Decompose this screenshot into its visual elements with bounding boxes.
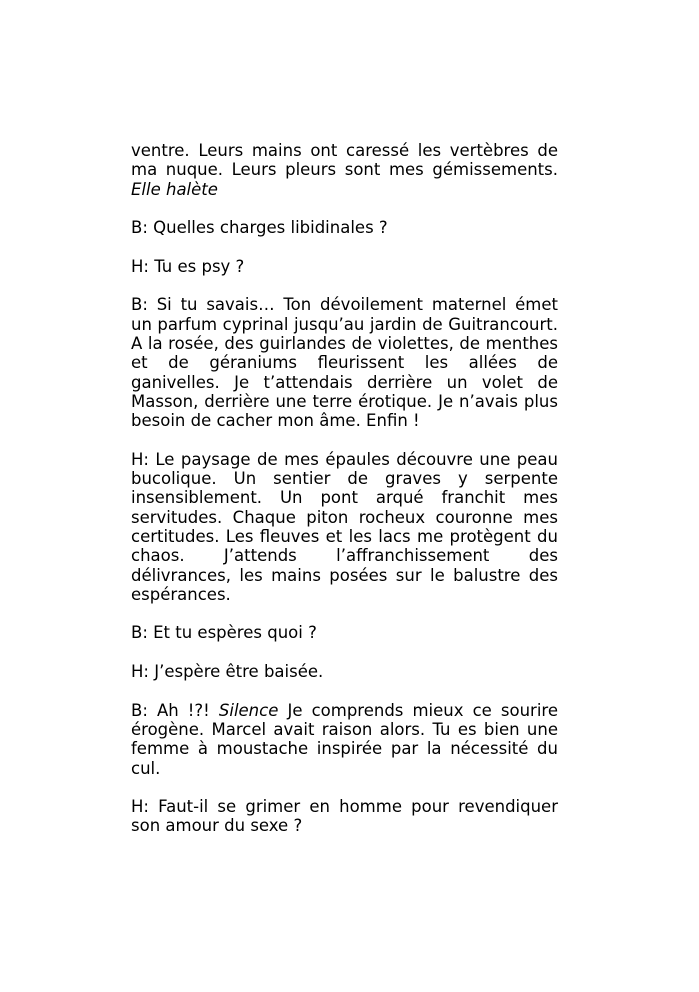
paragraph-dialogue-h-2 xyxy=(131,450,558,604)
paragraph-continuation xyxy=(131,141,558,199)
stage-direction: Silence xyxy=(218,700,279,720)
paragraph-text: H: Le paysage de mes épaules découvre une peau bucolique. Un sentier de graves y serpente insensiblement. Un pont arqué franchit mes servitudes. Chaque piton rocheux couronne mes certitudes. Les fleuves et les lacs me protègent du chaos. J’attends l’affranchissement des délivrances, les mains posées sur le balustre des espérances. xyxy=(131,449,558,604)
paragraph-text: H: Faut-il se grimer en homme pour revendiquer son amour du sexe ? xyxy=(131,797,558,836)
paragraph-text: B: Si tu savais… Ton dévoilement maternel émet un parfum cyprinal jusqu’au jardin de Guitrancourt. A la rosée, des guirlandes de violettes, de menthes et de géraniums fleurissent les allées de ganivelles. Je t’attendais derrière un volet de Masson, derrière une terre érotique. Je n’avais plus besoin de cacher mon âme. Enfin ! xyxy=(131,295,558,431)
paragraph-text: B: Quelles charges libidinales ? xyxy=(131,218,388,238)
paragraph-dialogue-b-4 xyxy=(131,701,558,778)
paragraph-dialogue-b-1 xyxy=(131,218,558,237)
paragraph-dialogue-b-3 xyxy=(131,623,558,642)
paragraph-text: H: Tu es psy ? xyxy=(131,256,245,276)
paragraph-text: H: J’espère être baisée. xyxy=(131,662,324,682)
stage-direction: Elle halète xyxy=(131,179,218,199)
text-block xyxy=(131,141,558,836)
paragraph-dialogue-h-1 xyxy=(131,257,558,276)
paragraph-dialogue-h-3 xyxy=(131,662,558,681)
paragraph-text: Je comprends mieux ce sourire érogène. Marcel avait raison alors. Tu es bien une femme à moustache inspirée par la nécessité du cul. xyxy=(131,700,558,778)
paragraph-text: B: Ah !?! xyxy=(131,700,210,720)
paragraph-text: B: Et tu espères quoi ? xyxy=(131,623,317,643)
paragraph-dialogue-h-4 xyxy=(131,797,558,836)
paragraph-dialogue-b-2 xyxy=(131,295,558,430)
paragraph-text: ventre. Leurs mains ont caressé les vertèbres de ma nuque. Leurs pleurs sont mes gémissements. xyxy=(131,141,558,180)
